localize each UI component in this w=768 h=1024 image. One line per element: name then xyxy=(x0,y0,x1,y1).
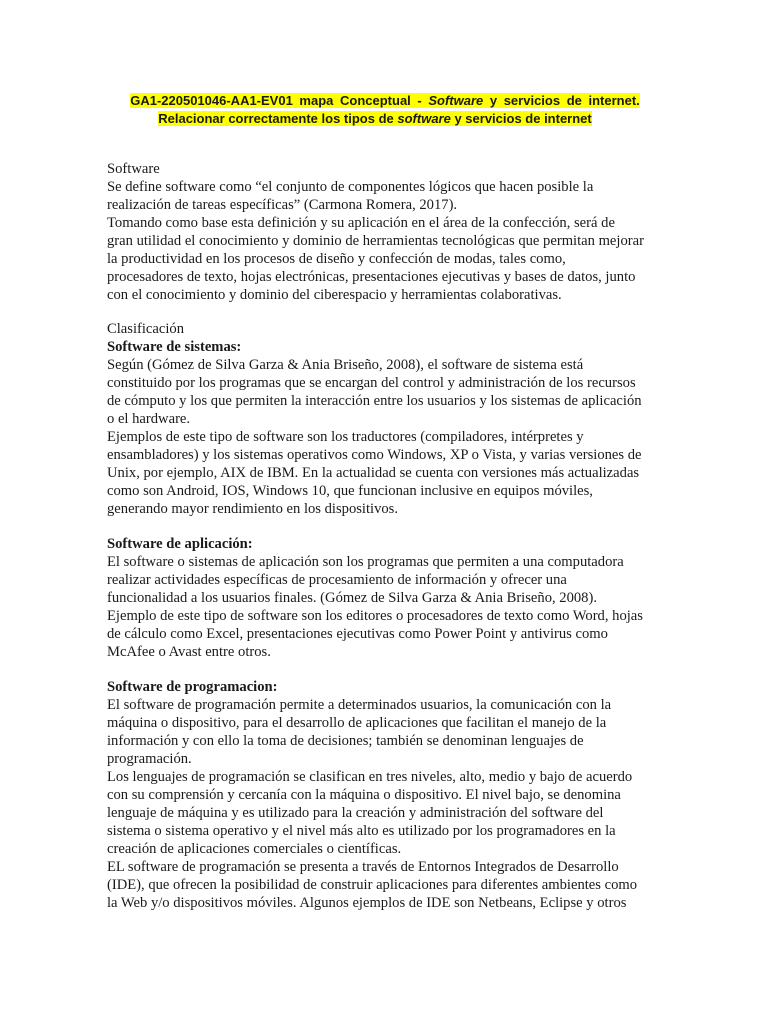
text-line: de cómputo y los que permiten la interacción entre los usuarios y los sistemas de aplicación xyxy=(107,393,642,409)
document-header xyxy=(0,92,768,128)
text-line: EL software de programación se presenta a través de Entornos Integrados de Desarrollo xyxy=(107,859,619,875)
subheading-software-sistemas: Software de sistemas: xyxy=(107,339,242,355)
header-line-2-pre: Relacionar correctamente los tipos de xyxy=(158,111,398,126)
text-line: Según (Gómez de Silva Garza & Ania Briseño, 2008), el software de sistema está xyxy=(107,357,584,373)
text-line: generando mayor rendimiento en los dispositivos. xyxy=(107,501,399,517)
text-line: El software o sistemas de aplicación son los programas que permiten a una computadora xyxy=(107,554,624,570)
text-line: de cálculo como Excel, presentaciones ejecutivas como Power Point y antivirus como xyxy=(107,626,608,642)
text-line: (IDE), que ofrecen la posibilidad de construir aplicaciones para diferentes ambientes como xyxy=(107,877,638,893)
text-line: o el hardware. xyxy=(107,411,191,427)
header-line-1-em: Software xyxy=(428,93,484,108)
text-line: programación. xyxy=(107,751,192,767)
text-line: funcionalidad a los usuarios finales. (Gómez de Silva Garza & Ania Briseño, 2008). xyxy=(107,590,597,606)
section-heading-clasificacion: Clasificación xyxy=(107,321,184,337)
text-line: como son Android, IOS, Windows 10, que funcionan inclusive en equipos móviles, xyxy=(107,483,593,499)
header-line-2-post: y servicios de internet xyxy=(450,111,592,126)
text-line: realizar actividades específicas de procesamiento de información y ofrecer una xyxy=(107,572,567,588)
text-line: Se define software como “el conjunto de componentes lógicos que hacen posible la xyxy=(107,179,594,195)
text-line: realización de tareas específicas” (Carmona Romera, 2017). xyxy=(107,197,458,213)
text-line: Tomando como base esta definición y su aplicación en el área de la confección, será de xyxy=(107,215,615,231)
header-line-2-em: software xyxy=(397,111,451,126)
text-line: procesadores de texto, hojas electrónicas, presentaciones ejecutivas y bases de datos, junto xyxy=(107,269,636,285)
text-line: El software de programación permite a determinados usuarios, la comunicación con la xyxy=(107,697,612,713)
document-body xyxy=(107,160,667,912)
text-line: lenguaje de máquina y es utilizado para la creación y administración del software del xyxy=(107,805,604,821)
intro-paragraph xyxy=(107,178,667,304)
text-line: Ejemplos de este tipo de software son los traductores (compiladores, intérpretes y xyxy=(107,429,584,445)
text-line: Ejemplo de este tipo de software son los editores o procesadores de texto como Word, hojas xyxy=(107,608,643,624)
text-line: máquina o dispositivo, para el desarrollo de aplicaciones que facilitan el manejo de la xyxy=(107,715,607,731)
aplicacion-paragraph xyxy=(107,553,667,661)
text-line: con el conocimiento y dominio del ciberespacio y herramientas colaborativas. xyxy=(107,287,562,303)
text-line: gran utilidad el conocimiento y dominio de herramientas tecnológicas que permitan mejorar xyxy=(107,233,644,249)
text-line: constituido por los programas que se encargan del control y administración de los recursos xyxy=(107,375,636,391)
text-line: con su comprensión y cercanía con la máquina o dispositivo. El nivel bajo, se denomina xyxy=(107,787,621,803)
subheading-software-programacion: Software de programacion: xyxy=(107,679,278,695)
header-line-2 xyxy=(158,111,592,126)
text-line: McAfee o Avast entre otros. xyxy=(107,644,271,660)
programacion-paragraph xyxy=(107,696,667,912)
header-line-1-post: y servicios de internet. xyxy=(483,93,640,108)
text-line: información y con ello la toma de decisiones; también se denominan lenguajes de xyxy=(107,733,584,749)
text-line: ensambladores) y los sistemas operativos como Windows, XP o Vista, y varias versiones de xyxy=(107,447,642,463)
subheading-software-aplicacion: Software de aplicación: xyxy=(107,536,253,552)
header-line-1-pre: GA1-220501046-AA1-EV01 mapa Conceptual - xyxy=(130,93,429,108)
text-line: creación de aplicaciones comerciales o científicas. xyxy=(107,841,402,857)
text-line: Los lenguajes de programación se clasifican en tres niveles, alto, medio y bajo de acuerdo xyxy=(107,769,633,785)
section-heading-software: Software xyxy=(107,161,160,177)
text-line: la Web y/o dispositivos móviles. Algunos ejemplos de IDE son Netbeans, Eclipse y otros xyxy=(107,895,627,911)
text-line: Unix, por ejemplo, AIX de IBM. En la actualidad se cuenta con versiones más actualizadas xyxy=(107,465,640,481)
text-line: sistema o sistema operativo y el nivel más alto es utilizado por los programadores en la xyxy=(107,823,616,839)
header-line-1 xyxy=(130,93,640,108)
text-line: la productividad en los procesos de diseño y confección de modas, tales como, xyxy=(107,251,566,267)
sistemas-paragraph xyxy=(107,356,667,518)
